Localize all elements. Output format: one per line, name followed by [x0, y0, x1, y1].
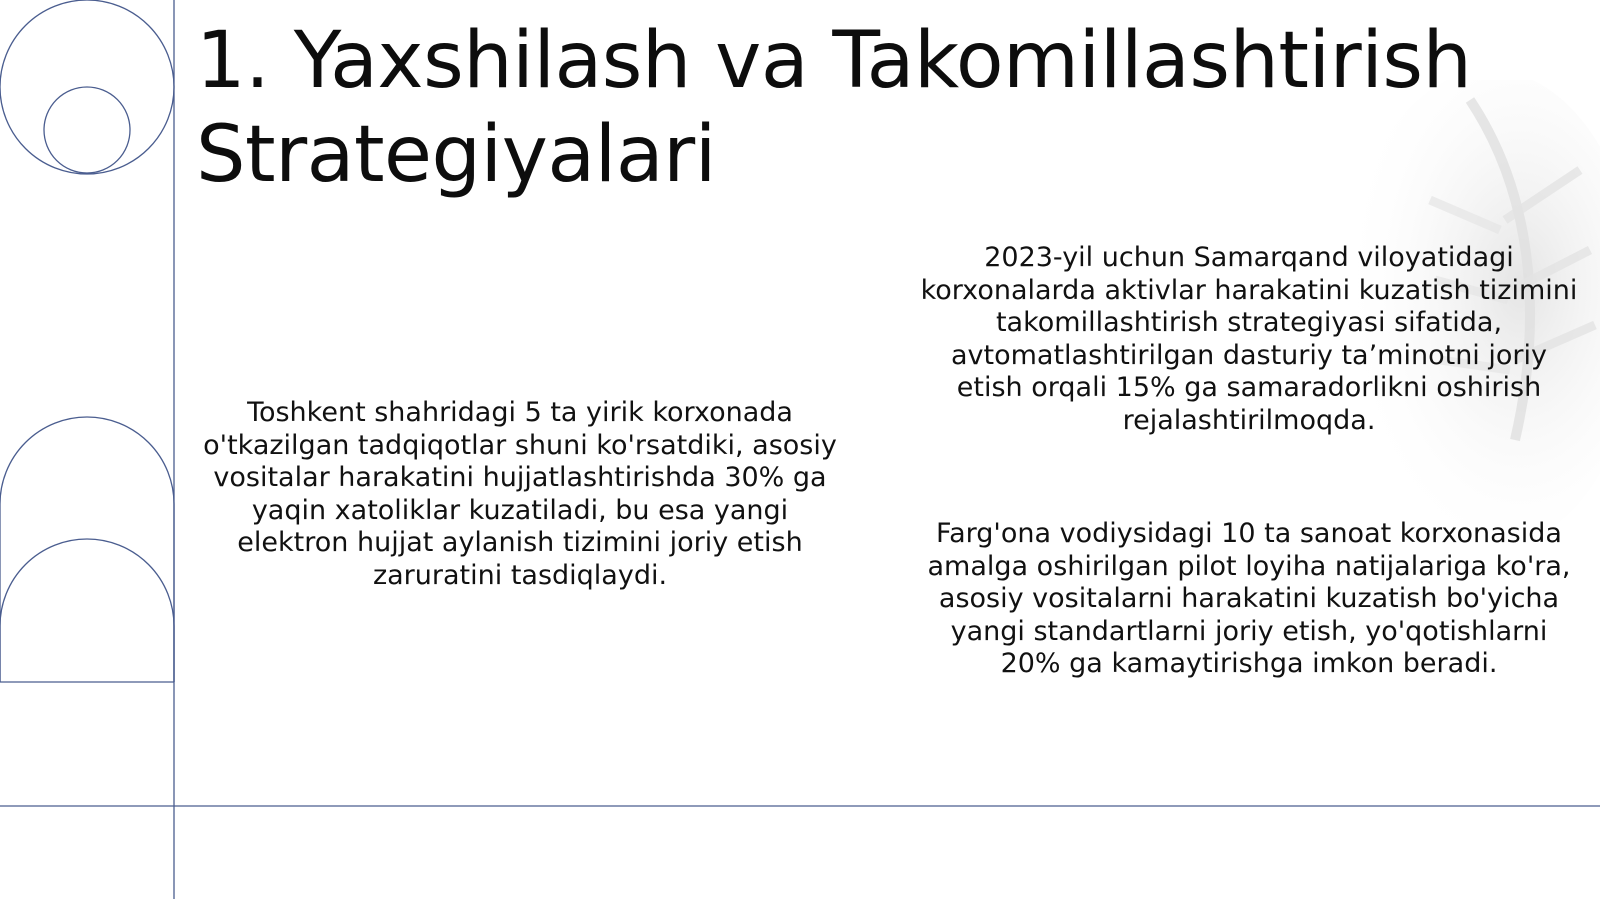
text-block-left: Toshkent shahridagi 5 ta yirik korxonada o'tkazilgan tadqiqotlar shuni ko'rsatdiki, asosiy vositalar harakatini hujjatlashtirishda 30% ga yaqin xatoliklar kuzatiladi, bu esa yangi elektron hujjat aylanish tizimini joriy etish zaruratini tasdiqlaydi.: [203, 397, 837, 591]
text-block-right-top: 2023-yil uchun Samarqand viloyatidagi korxonalarda aktivlar harakatini kuzatish tizimini takomillashtirish strategiyasi sifatida, avtomatlashtirilgan dasturiy ta’minotni joriy etish orqali 15% ga samaradorlikni oshirish rejalashtirilmoqda.: [920, 242, 1578, 436]
text-block-right-bottom: Farg'ona vodiysidagi 10 ta sanoat korxonasida amalga oshirilgan pilot loyiha natijalariga ko'ra, asosiy vositalarni harakatini kuzatish bo'yicha yangi standartlarni joriy etish, yo'qotishlarni 20% ga kamaytirishga imkon beradi.: [927, 518, 1571, 679]
upper-arch-outline: [0, 417, 174, 682]
small-circle-outline: [44, 87, 130, 173]
slide-title: 1. Yaxshilash va Takomillashtirish Strategiyalari: [196, 16, 1472, 200]
lower-arch-outline: [0, 539, 174, 682]
